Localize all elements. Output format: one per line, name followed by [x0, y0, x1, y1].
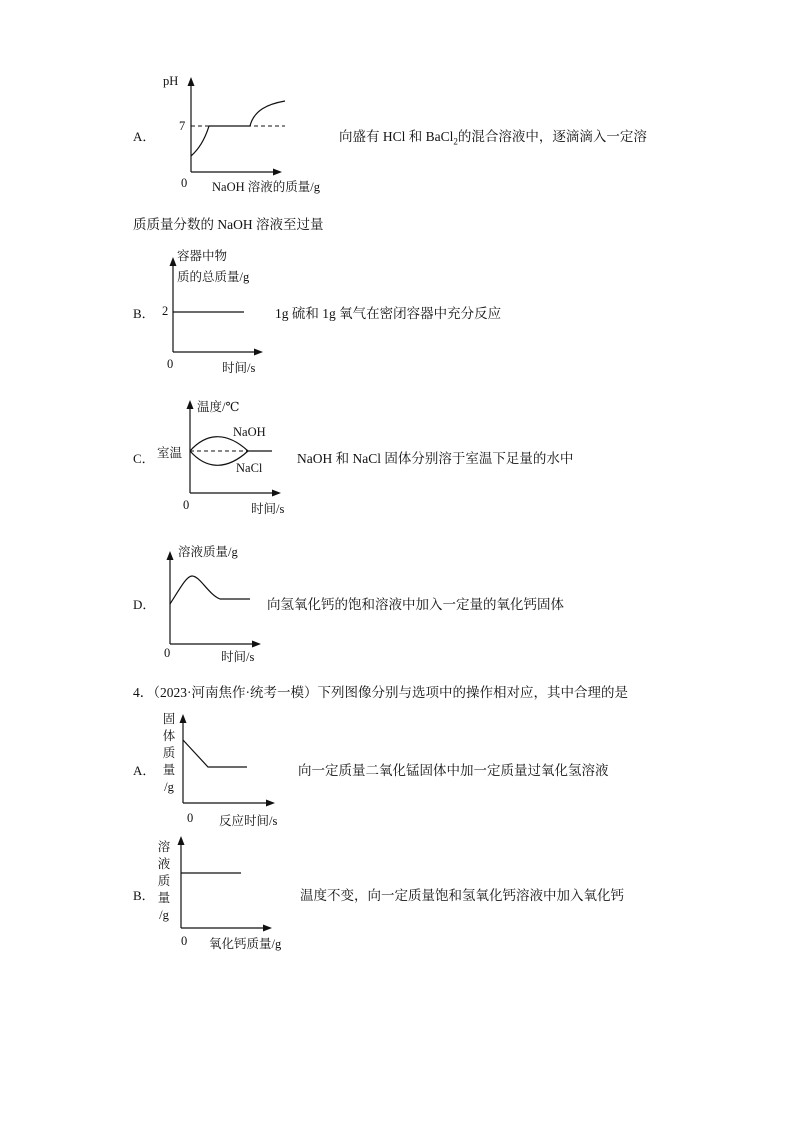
- question-4-stem: 4．（2023·河南焦作·统考一模）下列图像分别与选项中的操作相对应，其中合理的是: [133, 685, 628, 700]
- x-axis-label: 时间/s: [251, 502, 285, 516]
- y-axis-label-line-2: 质的总质量/g: [177, 270, 250, 284]
- y-axis-label: pH: [163, 74, 179, 88]
- option-letter: D．: [133, 597, 156, 612]
- description: 向一定质量二氧化锰固体中加一定质量过氧化氢溶液: [298, 763, 609, 778]
- option-letter: A．: [133, 763, 156, 778]
- description-line-1: 向盛有 HCl 和 BaCl$_2$的混合溶液中，逐滴滴入一定溶: [339, 129, 647, 147]
- origin-label: 0: [183, 498, 190, 512]
- y-axis-label: 溶 液 质 量 /g: [157, 840, 171, 922]
- description-line-2: 质质量分数的 NaOH 溶液至过量: [133, 217, 324, 232]
- description: 温度不变，向一定质量饱和氢氧化钙溶液中加入氧化钙: [300, 888, 624, 903]
- y-tick-label: 7: [179, 119, 186, 133]
- nacl-curve-label: NaCl: [236, 461, 263, 475]
- x-axis-label: 反应时间/s: [219, 814, 278, 828]
- x-axis-label: 时间/s: [221, 650, 255, 664]
- naoh-curve-label: NaOH: [233, 425, 266, 439]
- description: 向氢氧化钙的饱和溶液中加入一定量的氧化钙固体: [267, 597, 564, 612]
- y-axis-label: 固 体 质 量 /g: [162, 712, 176, 794]
- option-letter: B．: [133, 888, 155, 903]
- description: 1g 硫和 1g 氧气在密闭容器中充分反应: [275, 306, 502, 321]
- y-tick-label: 2: [162, 304, 169, 318]
- option-letter: C．: [133, 451, 155, 466]
- x-axis-arrow: [263, 925, 272, 932]
- origin-label: 0: [164, 646, 171, 660]
- y-axis-arrow: [178, 836, 185, 845]
- y-axis-label: 溶液质量/g: [178, 545, 238, 559]
- y-axis-label-line-1: 容器中物: [177, 249, 228, 263]
- origin-label: 0: [181, 176, 188, 190]
- description: NaOH 和 NaCl 固体分别溶于室温下足量的水中: [297, 451, 574, 466]
- y-axis-label: 温度/℃: [197, 400, 240, 414]
- option-letter: A．: [133, 129, 156, 144]
- origin-label: 0: [167, 357, 174, 371]
- y-tick-label: 室温: [157, 446, 183, 460]
- x-axis-label: 时间/s: [222, 361, 256, 375]
- origin-label: 0: [187, 811, 194, 825]
- x-axis-label: 氧化钙质量/g: [209, 937, 282, 951]
- option-letter: B．: [133, 306, 155, 321]
- x-axis-label: NaOH 溶液的质量/g: [212, 180, 320, 194]
- origin-label: 0: [181, 934, 188, 948]
